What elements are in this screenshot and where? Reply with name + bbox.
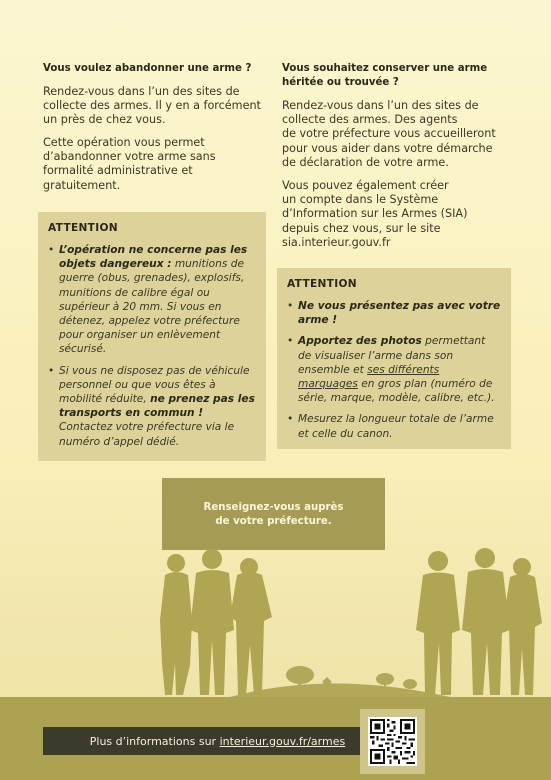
info-bar bbox=[43, 727, 370, 755]
text-line: un compte dans le Système bbox=[282, 193, 439, 207]
right-heading bbox=[282, 62, 487, 90]
house-roof bbox=[322, 677, 332, 682]
hill-shape bbox=[230, 684, 450, 698]
list-item bbox=[48, 364, 256, 449]
bold-text: Apportez des photos bbox=[298, 335, 422, 348]
attention-title: ATTENTION bbox=[48, 222, 118, 234]
callout-line: Renseignez-vous auprès bbox=[203, 502, 344, 513]
prefecture-callout bbox=[162, 478, 385, 550]
bold-text: L’opération ne concerne pas les objets dangereux : bbox=[59, 244, 248, 271]
list-item bbox=[287, 299, 501, 327]
text-line: depuis chez vous, sur le site bbox=[282, 221, 441, 235]
tree-trunk bbox=[384, 681, 386, 690]
text-line: collecte des armes. Des agents bbox=[282, 113, 458, 127]
tree-trunk bbox=[298, 678, 301, 690]
person-silhouette bbox=[416, 551, 460, 695]
text-line: Cette opération vous permet bbox=[43, 136, 205, 149]
text-line: de votre préfecture vous accueilleront bbox=[282, 127, 496, 141]
person-silhouette bbox=[160, 554, 192, 695]
text-line: formalité administrative et bbox=[43, 164, 193, 178]
heading-line: Vous souhaitez conserver une arme bbox=[282, 63, 488, 74]
list-item bbox=[287, 334, 501, 405]
text-line: collecte des armes. Il y en a forcément bbox=[43, 99, 261, 113]
text-line: d’Information sur les Armes (SIA) bbox=[282, 207, 468, 221]
left-heading: Vous voulez abandonner une arme ? bbox=[43, 63, 252, 74]
text-line: pour vous aider dans votre démarche bbox=[282, 141, 493, 155]
text-line: Rendez-vous dans l’un des sites de bbox=[282, 99, 479, 112]
person-silhouette bbox=[190, 549, 234, 695]
qr-code-icon[interactable] bbox=[368, 717, 417, 766]
qr-code-frame bbox=[360, 709, 425, 774]
text-line: Rendez-vous dans l’un des sites de bbox=[43, 85, 240, 98]
text-line: un près de chez vous. bbox=[43, 113, 166, 127]
item-text: Contactez votre préfecture via le numéro d’appel dédié. bbox=[59, 421, 235, 448]
bold-text: Ne vous présentez pas avec votre arme ! bbox=[298, 300, 501, 327]
house-icon bbox=[345, 684, 352, 690]
item-text: munitions de guerre (obus, grenades), explosifs, munitions de calibre égal ou supérieur à 20 mm. Si vous en détenez, appelez votre préfecture pour organiser un enlèvement sécurisé. bbox=[59, 258, 245, 356]
text-line: de déclaration de votre arme. bbox=[282, 155, 449, 169]
right-paragraph-2 bbox=[282, 179, 532, 250]
left-paragraph-2 bbox=[43, 136, 273, 193]
item-text: permettant de visualiser l’arme dans son ensemble et bbox=[298, 335, 486, 376]
right-paragraph-1 bbox=[282, 99, 532, 170]
list-item bbox=[48, 243, 256, 357]
heading-line: héritée ou trouvée ? bbox=[282, 77, 399, 88]
people-silhouettes-illustration bbox=[0, 545, 551, 705]
house-icon bbox=[323, 681, 331, 689]
person-silhouette bbox=[462, 548, 510, 695]
attention-list bbox=[48, 243, 256, 449]
text-line: gratuitement. bbox=[43, 178, 121, 192]
list-item bbox=[287, 412, 501, 440]
text-line: sia.interieur.gouv.fr bbox=[282, 235, 391, 249]
left-paragraph-1 bbox=[43, 85, 273, 128]
bold-text: ne prenez pas les transports en commun ! bbox=[59, 393, 255, 420]
person-silhouette bbox=[503, 558, 542, 695]
callout-line: de votre préfecture. bbox=[215, 516, 332, 527]
item-text: en gros plan (numéro de série, marque, modèle, calibre, etc.). bbox=[298, 378, 495, 405]
underlined-text: ses différents marquages bbox=[298, 363, 440, 391]
person-silhouette bbox=[230, 558, 272, 695]
item-text: Mesurez la longueur totale de l’arme et celle du canon. bbox=[298, 413, 494, 440]
left-attention-box bbox=[38, 212, 266, 461]
item-text: Si vous ne disposez pas de véhicule personnel ou que vous êtes à mobilité réduite, bbox=[59, 364, 250, 406]
text-line: Vous pouvez également créer bbox=[282, 179, 449, 192]
right-attention-box bbox=[277, 268, 511, 449]
tree-icon bbox=[403, 679, 417, 689]
info-link[interactable]: interieur.gouv.fr/armes bbox=[219, 734, 346, 748]
text-line: d’abandonner votre arme sans bbox=[43, 150, 216, 164]
attention-title: ATTENTION bbox=[287, 278, 357, 290]
attention-list bbox=[287, 299, 501, 441]
info-prefix: Plus d’informations sur bbox=[89, 734, 220, 748]
